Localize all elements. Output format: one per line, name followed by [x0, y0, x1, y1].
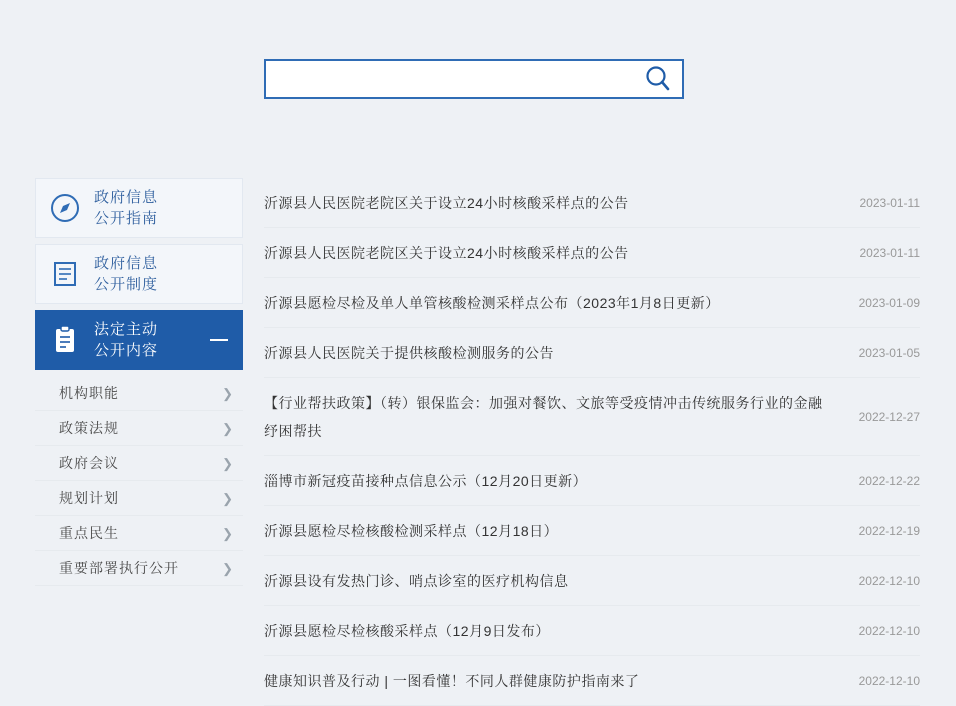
sidebar-item-label: 重要部署执行公开: [59, 560, 179, 576]
chevron-right-icon: ❯: [222, 525, 233, 541]
list-item[interactable]: [264, 656, 920, 706]
news-date: 2022-12-19: [858, 524, 920, 538]
sidebar-item-label: 政府会议: [59, 455, 119, 471]
news-title: 沂源县愿检尽检及单人单管核酸检测采样点公布（2023年1月8日更新）: [264, 295, 720, 311]
search-input[interactable]: [276, 61, 634, 97]
sidebar-card-system[interactable]: [35, 244, 243, 304]
sidebar-card-guide[interactable]: [35, 178, 243, 238]
sidebar-card-system-label: [94, 253, 158, 295]
sidebar: [35, 178, 243, 586]
news-date: 2022-12-27: [858, 410, 920, 424]
sidebar-card-content-label: [94, 319, 158, 361]
sidebar-card-system-line1: 政府信息: [94, 255, 159, 272]
clipboard-icon: [36, 323, 94, 357]
sidebar-item-huiyi[interactable]: [35, 446, 243, 481]
sidebar-item-jigou[interactable]: [35, 376, 243, 411]
news-title: 沂源县设有发热门诊、哨点诊室的医疗机构信息: [264, 573, 569, 589]
news-date: 2023-01-11: [859, 246, 920, 260]
chevron-right-icon: ❯: [222, 455, 233, 471]
list-item[interactable]: [264, 506, 920, 556]
search-button[interactable]: [634, 60, 682, 98]
news-date: 2022-12-10: [858, 574, 920, 588]
document-icon: [36, 257, 94, 291]
sidebar-card-content[interactable]: [35, 310, 243, 370]
news-title: 沂源县人民医院老院区关于设立24小时核酸采样点的公告: [264, 195, 629, 211]
list-item[interactable]: [264, 378, 920, 456]
news-date: 2023-01-11: [859, 196, 920, 210]
chevron-right-icon: ❯: [222, 490, 233, 506]
sidebar-item-bushu[interactable]: [35, 551, 243, 586]
search-box[interactable]: [264, 59, 684, 99]
news-title: 沂源县人民医院老院区关于设立24小时核酸采样点的公告: [264, 245, 629, 261]
news-date: 2022-12-22: [858, 474, 920, 488]
sidebar-item-label: 规划计划: [59, 490, 119, 506]
sidebar-item-label: 机构职能: [59, 385, 119, 401]
chevron-right-icon: ❯: [222, 385, 233, 401]
list-item[interactable]: [264, 178, 920, 228]
sidebar-item-zhengce[interactable]: [35, 411, 243, 446]
search-area: [0, 0, 956, 160]
sidebar-card-system-line2: 公开制度: [94, 276, 159, 293]
sidebar-item-label: 政策法规: [59, 420, 119, 436]
news-title: 沂源县人民医院关于提供核酸检测服务的公告: [264, 345, 554, 361]
sidebar-submenu: [35, 376, 243, 586]
magnifier-icon: [643, 64, 673, 94]
news-title: 沂源县愿检尽检核酸检测采样点（12月18日）: [264, 523, 559, 539]
sidebar-card-content-line1: 法定主动: [94, 321, 159, 338]
news-date: 2022-12-10: [858, 624, 920, 638]
news-title: 健康知识普及行动 | 一图看懂！不同人群健康防护指南来了: [264, 673, 640, 689]
list-item[interactable]: [264, 456, 920, 506]
news-date: 2023-01-09: [858, 296, 920, 310]
sidebar-item-minsheng[interactable]: [35, 516, 243, 551]
news-date: 2022-12-10: [858, 674, 920, 688]
sidebar-card-guide-label: [94, 187, 158, 229]
chevron-right-icon: ❯: [222, 560, 233, 576]
list-item[interactable]: [264, 328, 920, 378]
news-title: 淄博市新冠疫苗接种点信息公示（12月20日更新）: [264, 473, 588, 489]
chevron-right-icon: ❯: [222, 420, 233, 436]
list-item[interactable]: [264, 278, 920, 328]
sidebar-card-content-line2: 公开内容: [94, 342, 159, 359]
compass-icon: [36, 191, 94, 225]
news-date: 2023-01-05: [858, 346, 920, 360]
sidebar-card-guide-line2: 公开指南: [94, 210, 159, 227]
sidebar-item-guihua[interactable]: [35, 481, 243, 516]
list-item[interactable]: [264, 606, 920, 656]
minus-icon[interactable]: [210, 339, 228, 341]
news-title: 【行业帮扶政策】（转）银保监会：加强对餐饮、文旅等受疫情冲击传统服务行业的金融纾困帮扶: [264, 395, 823, 439]
news-list: [264, 178, 920, 706]
list-item[interactable]: [264, 228, 920, 278]
list-item[interactable]: [264, 556, 920, 606]
news-title: 沂源县愿检尽检核酸采样点（12月9日发布）: [264, 623, 550, 639]
sidebar-card-guide-line1: 政府信息: [94, 189, 159, 206]
sidebar-item-label: 重点民生: [59, 525, 119, 541]
